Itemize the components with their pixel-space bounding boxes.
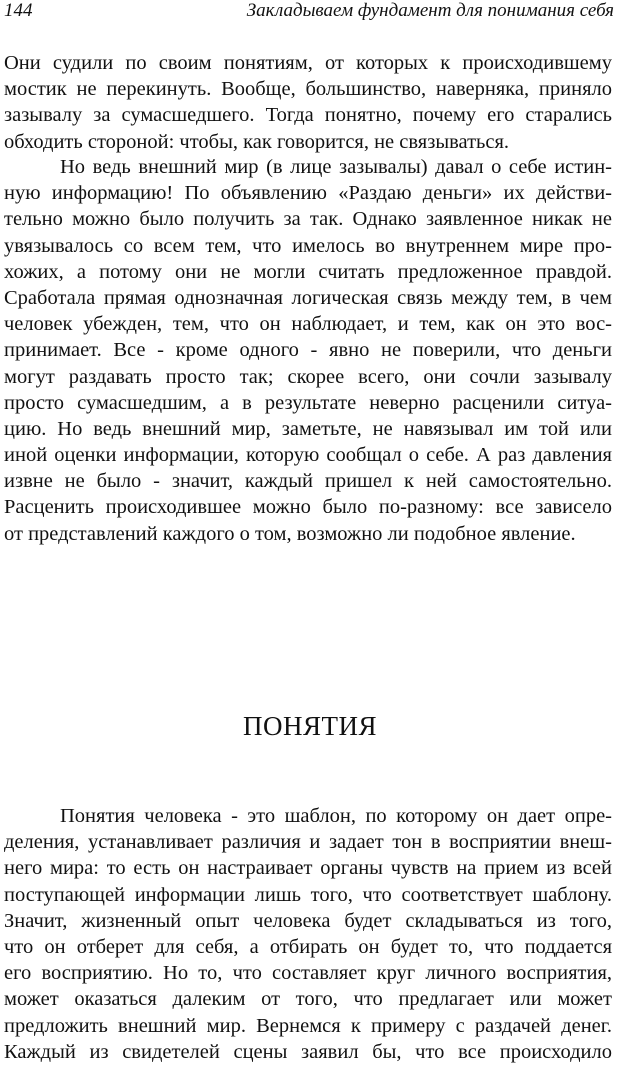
paragraph-external-world (4, 154, 612, 547)
text-line: цию. Но ведь внешний мир, заметьте, не навязывал им той или (4, 417, 612, 440)
text-line: обходить стороной: чтобы, как говорится, не связываться. (4, 130, 510, 153)
text-line: что он отберет для себя, а отбирать он будет то, что поддается (4, 935, 612, 958)
text-line: Но ведь внешний мир (в лице зазывалы) давал о себе истин- (60, 156, 612, 178)
text-line: его восприятию. Но то, что составляет круг личного восприятия, (4, 962, 612, 985)
text-line: тельно можно было получить за так. Однако заявленное никак не (4, 208, 612, 231)
text-line: извне не было - значит, каждый пришел к ней самостоятельно. (4, 470, 612, 493)
text-line: поступающей информации лишь того, что соответствует шаблону. (4, 883, 612, 906)
text-line: принимает. Все - кроме одного - явно не поверили, что деньги (4, 339, 612, 362)
text-line: от представлений каждого о том, возможно ли подобное явление. (4, 522, 576, 545)
text-line: деления, устанавливает различия и задает тон в восприятии внеш- (4, 831, 612, 854)
paragraph-concepts (4, 803, 612, 1065)
text-line: увязывалось со всем тем, что имелось во внутреннем мире про- (4, 234, 612, 257)
text-line: может оказаться далеким от того, что предлагает или может (4, 988, 612, 1011)
text-line: просто сумасшедшим, а в результате неверно расценили ситуа- (4, 391, 612, 414)
text-line: могут раздавать просто так; скорее всего, они сочли зазывалу (4, 365, 612, 388)
text-line: человек убежден, тем, что он наблюдает, и тем, как он это вос- (4, 313, 612, 336)
text-line: Каждый из свидетелей сцены заявил бы, что все происходило (4, 1040, 612, 1063)
page-header (4, 0, 614, 22)
paragraph-continuation (4, 50, 612, 155)
text-line: зазывалу за сумасшедшего. Тогда понятно, почему его старались (4, 104, 612, 127)
text-line: Они судили по своим понятиям, от которых к происходившему (4, 52, 612, 74)
text-line: иной оценки информации, которую сообщал о себе. А раз давления (4, 444, 612, 467)
text-line: мостик не перекинуть. Вообще, большинство, наверняка, приняло (4, 78, 612, 101)
page-number: 144 (4, 0, 33, 21)
text-line: Расценить происходившее можно было по-разному: все зависело (4, 496, 612, 519)
text-line: Понятия человека - это шаблон, по которому он дает опре- (60, 805, 612, 827)
text-line: предложить внешний мир. Вернемся к примеру с раздачей денег. (4, 1014, 612, 1037)
text-line: ную информацию! По объявлению «Раздаю деньги» их действи- (4, 182, 612, 205)
running-title: Закладываем фундамент для понимания себя (246, 0, 614, 21)
text-line: Значит, жизненный опыт человека будет складываться из того, (4, 909, 612, 932)
text-line: Сработала прямая однозначная логическая связь между тем, в чем (4, 286, 612, 309)
section-heading: ПОНЯТИЯ (242, 711, 377, 741)
text-line: хожих, а потому они не могли считать предложенное правдой. (4, 260, 612, 283)
text-line: него мира: то есть он настраивает органы чувств на прием из всей (4, 857, 612, 880)
